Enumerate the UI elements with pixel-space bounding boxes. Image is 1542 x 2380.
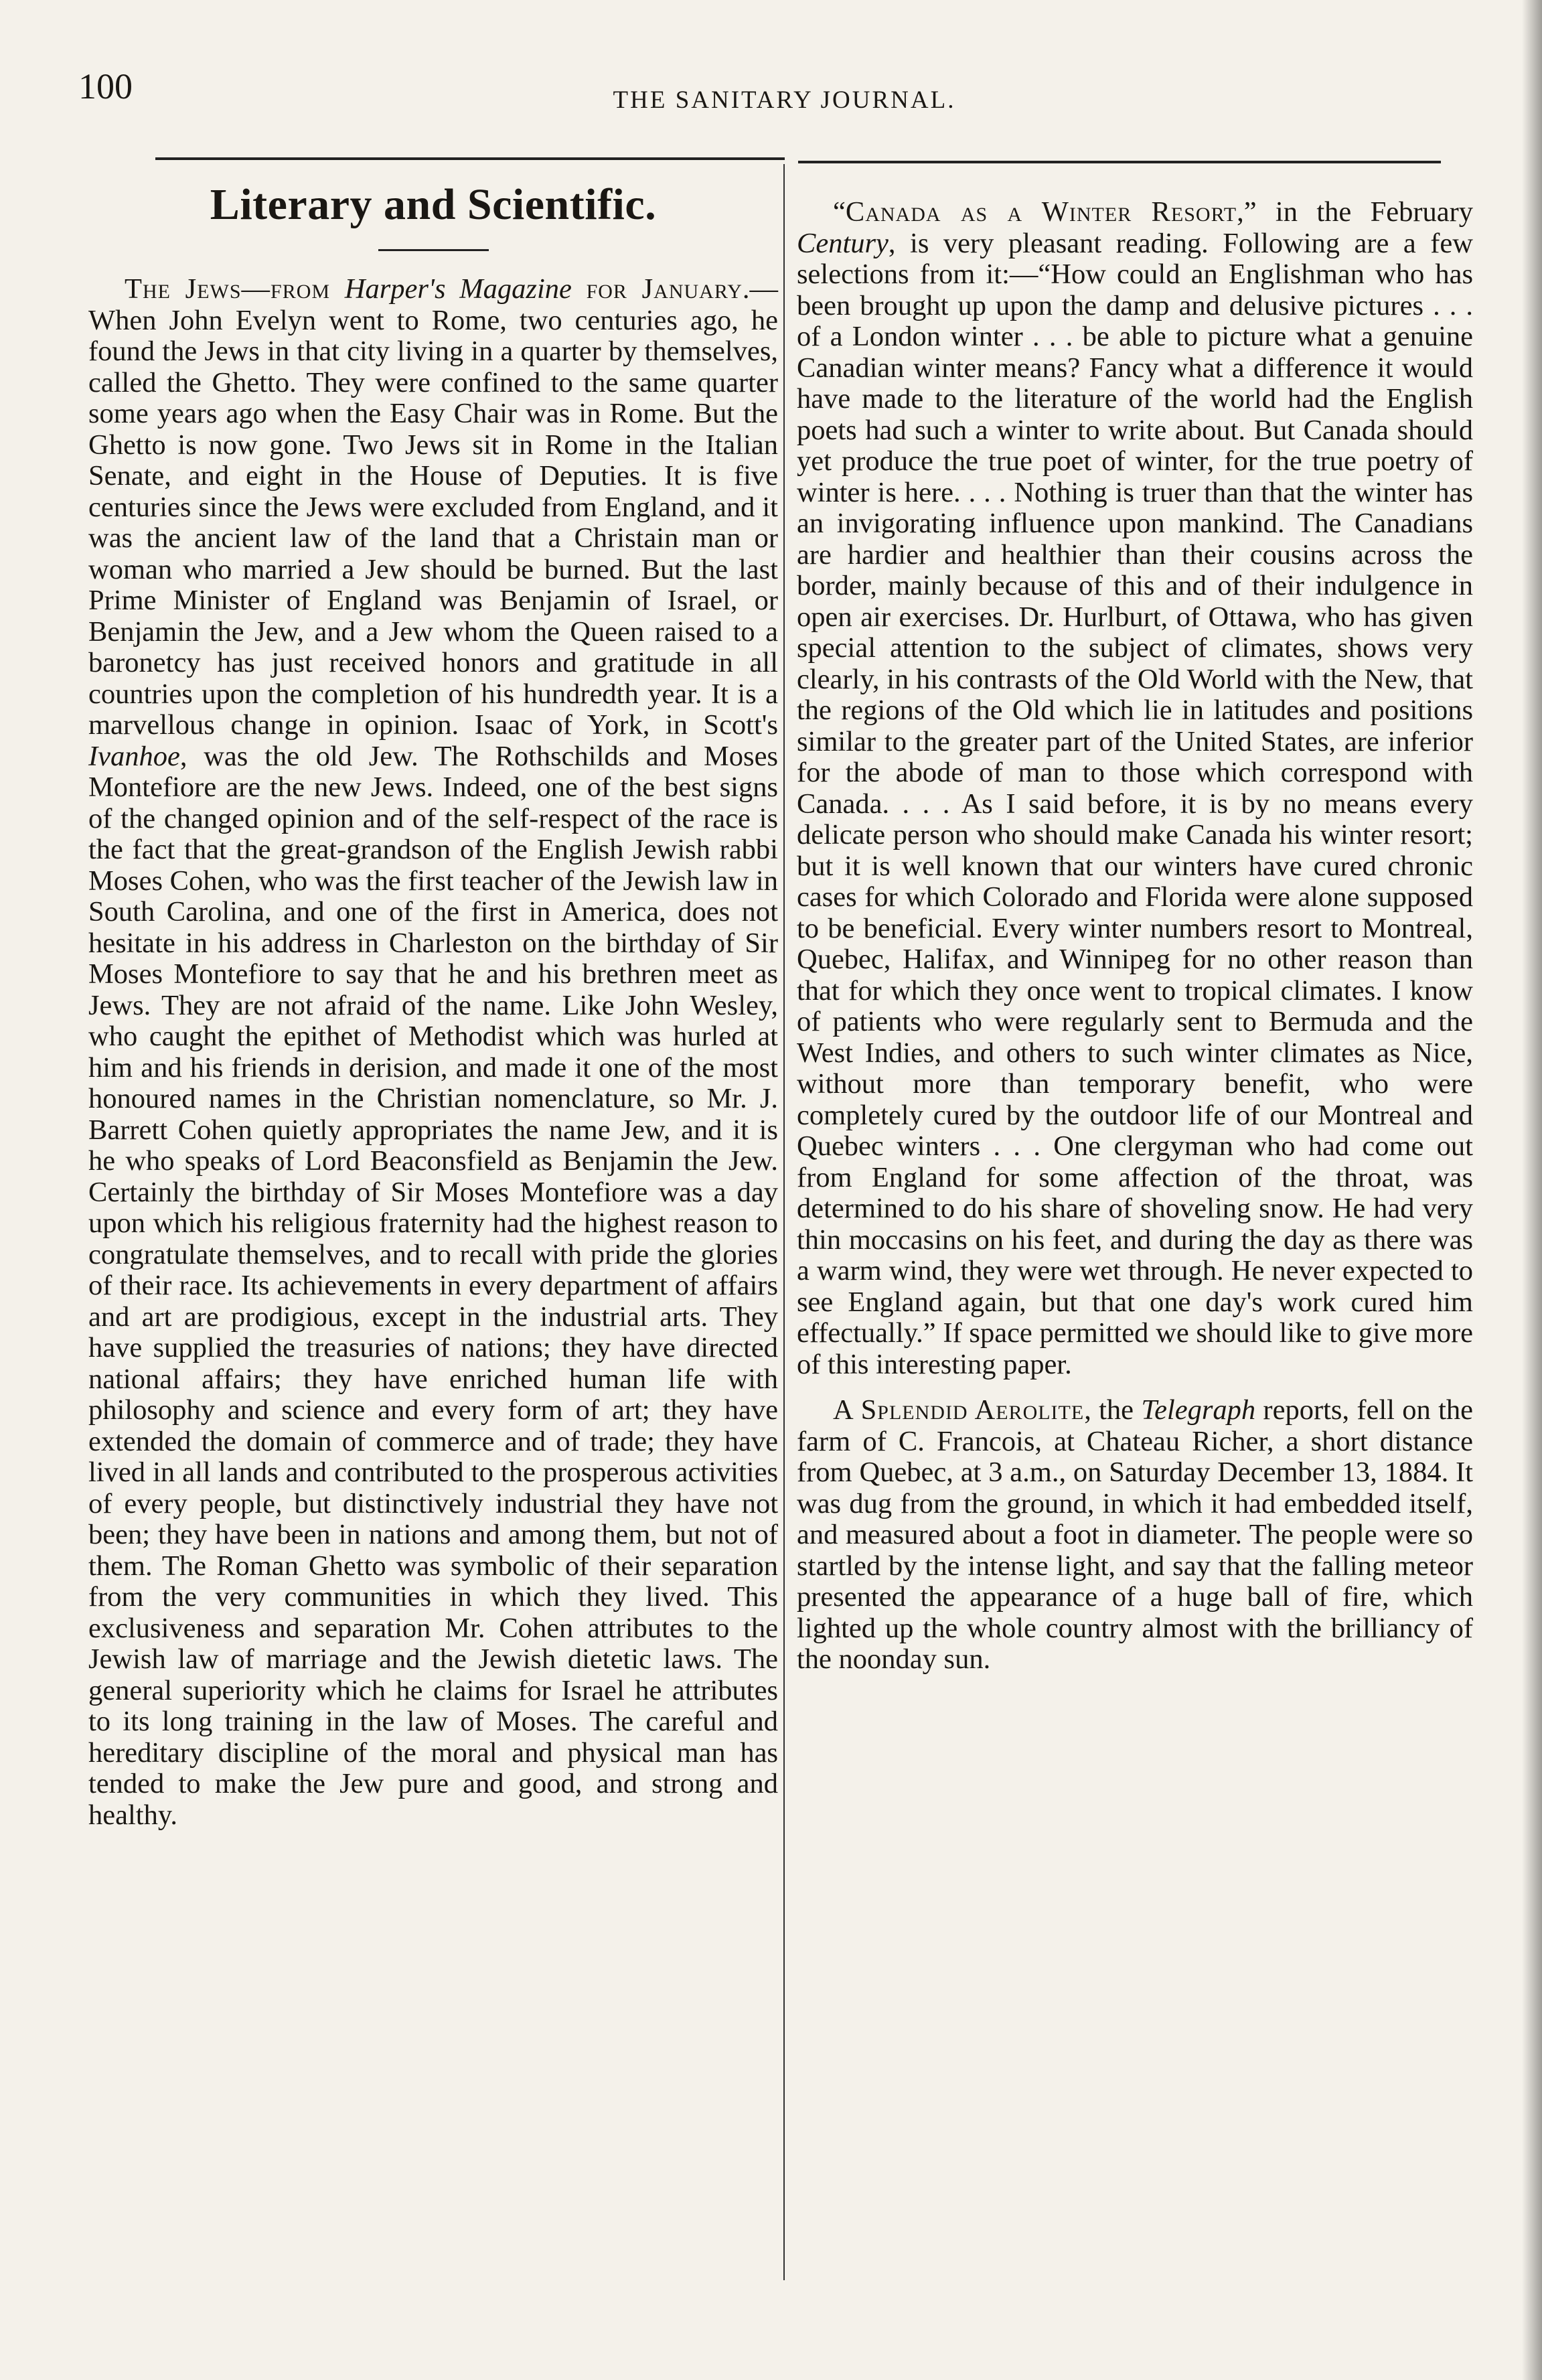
article-aerolite-lead: A Splendid Aerolite: [833, 1394, 1085, 1426]
article-jews-body-2: , was the old Jew. The Rothschilds and Moses Montefiore are the new Jews. Indeed, one of the best signs of the changed opinion and of the self-respect of the race is the fact that the great-grandson of the English Jewish rabbi Moses Cohen, who was the first teacher of the Jewish law in South Carolina, and one of the first in America, does not hesitate in his address in Charleston on the birthday of Sir Moses Montefiore to say that he and his brethren meet as Jews. They are not afraid of the name. Like John Wesley, who caught the epithet of Methodist which was hurled at him and his friends in derision, and made it one of the most honoured names in the Christian nomenclature, so Mr. J. Barrett Cohen quietly appropriates the name Jew, and it is he who speaks of Lord Beaconsfield as Benjamin the Jew. Certainly the birthday of Sir Moses Montefiore was a day upon which his religious fraternity had the highest reason to congratulate themselves, and to recall with pride the glories of their race. Its achievements in every department of affairs and art are prodigious, except in the industrial arts. They have supplied the treasuries of nations; they have directed national affairs; they have enriched human life with philosophy and science and every form of art; they have extended the domain of commerce and of trade; they have lived in all lands and contributed to the prosperous activities of every people, but distinctively industrial they have not been; they have been in nations and among them, but not of them. The Roman Ghetto was symbolic of their separation from the very communities in which they lived. This exclusiveness and separation Mr. Cohen attributes to the Jewish law of marriage and the Jewish dietetic laws. The general superiority which he claims for Israel he attributes to its long training in the law of Moses. The careful and hereditary discipline of the moral and physical man has tended to make the Jew pure and good, and strong and healthy.: [88, 740, 778, 1831]
article-jews-from: —from: [241, 273, 345, 305]
article-aerolite: [797, 1395, 1473, 1676]
left-column: [88, 181, 778, 1831]
article-aerolite-body: reports, fell on the farm of C. Francois, at Chateau Richer, a short distance from Quebec, at 3 a.m., on Saturday December 13, 1884. It was dug from the ground, in which it had embedded itself, and measured about a foot in diameter. The people were so startled by the intense light, and say that the falling meteor presented the appearance of a huge ball of fire, which lighted up the whole country almost with the brilliancy of the noonday sun.: [797, 1394, 1473, 1675]
section-title: Literary and Scientific.: [210, 180, 657, 229]
article-jews-dash: .—: [742, 273, 778, 305]
article-jews-ivanhoe: Ivanhoe: [88, 740, 180, 772]
article-aerolite-after-lead: , the: [1084, 1394, 1142, 1426]
page-number: 100: [78, 66, 133, 106]
article-canada-source: Century: [797, 227, 889, 259]
column-divider: [783, 164, 785, 2280]
top-rule-right: [798, 161, 1441, 163]
article-aerolite-source: Telegraph: [1141, 1394, 1256, 1426]
section-title-rule: [378, 249, 489, 251]
article-jews-lead: The Jews: [125, 273, 242, 305]
article-jews-month: January: [641, 273, 743, 305]
article-jews-text: [88, 274, 778, 1831]
article-canada: [797, 197, 1473, 1380]
article-jews-source: Harper's Magazine: [344, 273, 572, 305]
article-canada-after-lead: ,” in the February: [1237, 196, 1473, 228]
right-column: [797, 182, 1473, 1676]
top-rule-left: [155, 157, 785, 160]
article-jews-body-1: When John Evelyn went to Rome, two centuries ago, he found the Jews in that city living in a quarter by themselves, called the Ghetto. They were confined to the same quarter some years ago when the Easy Chair was in Rome. But the Ghetto is now gone. Two Jews sit in Rome in the Italian Senate, and eight in the House of Deputies. It is five centuries since the Jews were excluded from England, and it was the ancient law of the land that a Christain man or woman who married a Jew should be burned. But the last Prime Minister of England was Benjamin of Israel, or Benjamin the Jew, and a Jew whom the Queen raised to a baronetcy has just received honors and gratitude in all countries upon the completion of his hundredth year. It is a marvellous change in opinion. Isaac of York, in Scott's: [88, 304, 778, 741]
article-canada-lead: Canada as a Winter Resort: [845, 196, 1237, 228]
article-canada-open-quote: “: [833, 196, 846, 228]
article-jews-for: for: [571, 273, 642, 305]
article-canada-body: , is very pleasant reading. Following are a few selections from it:—“How could an Englishman who has been brought up upon the damp and delusive pictures . . . of a London winter . . . be able to picture what a genuine Canadian winter means? Fancy what a difference it would have made to the literature of the world had the English poets had such a winter to write about. But Canada should yet produce the true poet of winter, for the true poetry of winter is here. . . . Nothing is truer than that the winter has an invigorating influence upon mankind. The Canadians are hardier and healthier than their cousins across the border, mainly because of this and of their indulgence in open air exercises. Dr. Hurlburt, of Ottawa, who has given special attention to the subject of climates, shows very clearly, in his contrasts of the Old World with the New, that the regions of the Old which lie in latitudes and positions similar to the greater part of the United States, are inferior for the abode of man to those which correspond with Canada. . . . As I said before, it is by no means every delicate person who should make Canada his winter resort; but it is well known that our winters have cured chronic cases for which Colorado and Florida were alone supposed to be beneficial. Every winter numbers resort to Montreal, Quebec, Halifax, and Winnipeg for no other reason than that for which they once went to tropical climates. I know of patients who were regularly sent to Bermuda and the West Indies, and others to such winter climates as Nice, without more than temporary benefit, who were completely cured by the outdoor life of our Montreal and Quebec winters . . . One clergyman who had come out from England for some affection of the throat, was determined to do his share of shoveling snow. He had very thin moccasins on his feet, and during the day as there was a warm wind, they were wet through. He never expected to see England again, but that one day's work cured him effectually.” If space permitted we should like to give more of this interesting paper.: [797, 227, 1473, 1380]
running-title: THE SANITARY JOURNAL.: [613, 86, 956, 114]
page-edge-shadow: [1522, 0, 1542, 2380]
